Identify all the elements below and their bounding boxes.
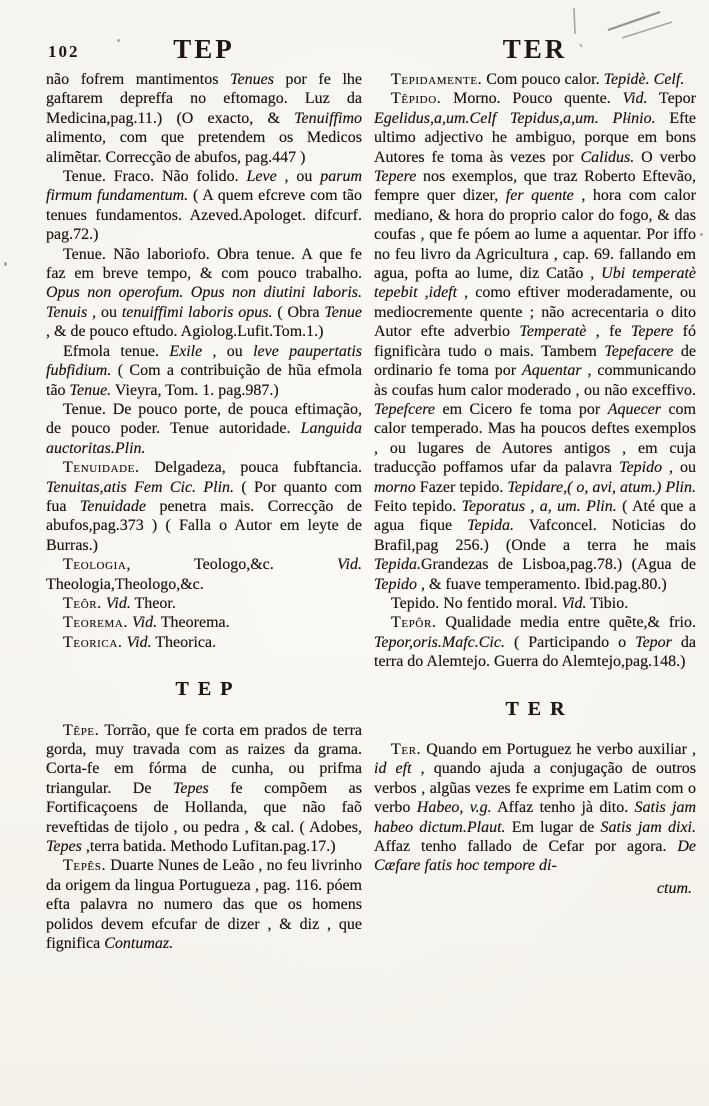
text-run: Vid. xyxy=(561,594,587,612)
text-run: De Cæfare fatis hoc tempore di- xyxy=(374,838,696,875)
text-run: ,terra batida. Methodo Lufitan.pag.17.) xyxy=(81,838,336,856)
entry-paragraph xyxy=(374,594,696,613)
text-run: , communicando às coufas hum calor moderado , ou não exceffivo. xyxy=(374,362,696,399)
text-run: Tenues xyxy=(230,71,274,88)
entry-paragraph xyxy=(46,721,362,857)
text-run: fe compõem as Fortificaçoens de Hollanda, que não faõ reveftidas de tijolo , ou pedra , & cal. ( Adobes, xyxy=(46,779,362,836)
running-title-left: TEP xyxy=(173,34,235,64)
text-run: Aquentar xyxy=(522,362,582,380)
text-run: fó fignificàra tudo o mais. Tambem xyxy=(374,323,696,360)
text-run: Exile xyxy=(169,342,203,360)
text-run: ( Por quanto com fua xyxy=(46,478,362,515)
entry-paragraph xyxy=(374,89,696,594)
text-run: , hora com calor mediano, & hora do proprio calor do fogo, & das coufas , que fe póem ao lume a aquentar. Por iffo no feu livro da Agricultura , cap. 69. fallando em agua, pofta ao lume, diz Catão , xyxy=(374,187,696,283)
text-run: Tepido. No fentido moral. xyxy=(391,594,562,612)
text-run: Tenuitas,atis Fem Cic. Plin. xyxy=(46,478,235,496)
text-run: id eft xyxy=(374,760,412,778)
text-run: Tepes xyxy=(46,838,82,856)
text-run: Quando em Portuguez he verbo auxiliar , xyxy=(421,741,696,758)
text-run: , ou xyxy=(662,459,696,477)
text-run: Tepes xyxy=(172,779,209,797)
entry-paragraph xyxy=(46,633,362,652)
text-run: Teologia, xyxy=(63,556,132,574)
text-run: Têpe. xyxy=(63,721,100,739)
text-run: Tenuiffimo xyxy=(294,109,362,127)
paper-speck xyxy=(4,262,7,266)
text-run: Teporatus , a, um. Plin. xyxy=(461,497,617,515)
text-run: morno xyxy=(374,478,416,496)
text-run: Tepidamente. xyxy=(391,71,483,88)
text-run: Morno. Pouco quente. xyxy=(441,90,623,108)
text-run: Tenuidade. xyxy=(63,459,140,477)
text-run: Satis jam habeo dictum.Plaut. xyxy=(374,799,696,836)
text-run: Theologia,Theologo,&c. xyxy=(46,575,204,593)
text-run: ( A quem efcreve com tão tenues fundamentos. Azeved.Apologet. difcurf. pag.72.) xyxy=(46,187,362,244)
text-run: Calidus. xyxy=(580,148,635,166)
text-run: tenuiffimi laboris opus. xyxy=(121,303,273,321)
text-run: Opus non operofum. Opus non diutini laboris. Tenuis xyxy=(46,284,362,321)
text-run: Contumaz. xyxy=(104,935,174,953)
text-run: Vid. xyxy=(126,633,152,651)
text-run: Teôr. xyxy=(63,594,102,612)
entry-paragraph xyxy=(46,856,362,953)
text-run: ( Com a contribuição de hũa efmola tão xyxy=(46,362,362,399)
text-run: Theorica. xyxy=(151,633,217,651)
entry-paragraph xyxy=(46,400,362,458)
text-run: Languida auctoritas.Plin. xyxy=(46,420,362,457)
entry-paragraph xyxy=(374,70,696,89)
text-run: Com pouco calor. xyxy=(482,71,604,88)
text-run: Theorema. xyxy=(157,614,230,632)
entry-paragraph xyxy=(46,555,362,594)
text-run: , & fuave temperamento. Ibid.pag.80.) xyxy=(416,575,667,593)
text-run: Tepor xyxy=(647,90,696,108)
right-column xyxy=(374,70,696,1090)
text-run: com calor temperado. Mas ha poucos deftes exemplos , ou lugares de Autores antigos , em cuja traducção poffamos ufar da palavra xyxy=(374,400,696,477)
text-run: Delgadeza, pouca fubftancia. xyxy=(139,459,362,477)
text-run: Ubi temperatè tepebit ,ideft xyxy=(374,265,696,302)
text-run: Teologo,&c. xyxy=(131,556,337,574)
text-run: Leve xyxy=(246,168,277,186)
text-run: Tepidè. Celf. xyxy=(603,71,685,88)
text-run: fer quente xyxy=(505,187,574,205)
text-run: por fe lhe gaftarem depreffa no eftomago. Luz da Medicina,pag.11.) (O exacto, & xyxy=(46,71,362,127)
text-run: Tenue. Fraco. Não folido. xyxy=(63,168,247,186)
text-run: , ou xyxy=(202,342,254,360)
text-run: Satis jam dixi. xyxy=(600,818,696,836)
text-run: Tenue. xyxy=(69,381,112,399)
text-run: Tepido xyxy=(619,459,663,477)
text-run: Feito tepido. xyxy=(374,497,462,515)
text-run: Vieyra, Tom. 1. pag.987.) xyxy=(111,381,279,399)
entry-paragraph xyxy=(46,70,362,167)
entry-paragraph xyxy=(46,594,362,613)
left-column xyxy=(46,70,362,1090)
section-heading xyxy=(383,697,696,720)
text-run: em Cicero fe toma por xyxy=(435,400,608,418)
text-run: da terra do Alemtejo. Guerra do Alemtejo,pag.148.) xyxy=(374,633,696,671)
text-run: Ter. xyxy=(391,741,422,758)
text-run: alimento, com que pretendem os Medicos alimẽtar. Correcção de abufos, pag.447 ) xyxy=(46,129,362,166)
text-run: , & de pouco eftudo. Agiolog.Lufit.Tom.1.) xyxy=(46,323,324,341)
text-run: Tepido xyxy=(374,575,417,593)
text-run: Aquecer xyxy=(607,400,661,418)
text-run: Tepor,oris.Mafc.Cic. xyxy=(374,633,505,651)
text-run: Tenuidade xyxy=(79,497,146,515)
text-run: leve paupertatis fubfidium. xyxy=(46,342,362,380)
text-run: TEP xyxy=(175,678,242,701)
text-run: nos exemplos, que traz Roberto Eftevão, fempre quer dizer, xyxy=(374,168,696,205)
catchword xyxy=(374,879,692,898)
text-run: Efmola tenue. xyxy=(63,342,170,360)
text-run: TER xyxy=(505,697,574,720)
text-run: , quando ajuda a conjugação de outros verbos , algũas vezes fe exprime em Latim com o verbo xyxy=(374,760,696,817)
text-run: Tepere xyxy=(374,168,417,186)
page-number: 102 xyxy=(48,42,80,61)
text-run: Tepês. xyxy=(63,857,107,875)
text-run: Fazer tepido. xyxy=(415,478,508,496)
text-run: Vid. xyxy=(622,90,648,108)
text-run: , como eftiver moderadamente, ou mediocremente quente ; não acrecentaria o dito Autor efte adverbio xyxy=(374,284,696,341)
text-run: Grandezas de Lisboa,pag.78.) (Agua de xyxy=(420,556,696,574)
text-run: Em lugar de xyxy=(505,818,601,836)
running-header xyxy=(0,34,709,68)
text-run: Egelidus,a,um.Celf Tepidus,a,um. Plinio. xyxy=(374,109,656,127)
entry-paragraph xyxy=(46,613,362,632)
text-run: Tepida. xyxy=(467,517,515,535)
text-run: Efte ultimo adjectivo he ambiguo, porque em bons Autores fe toma às vezes por xyxy=(374,109,696,166)
text-run: Torrão, que fe corta em prados de terra gorda, muy travada com as raizes da grama. Corta-fe em fórma de cunha, ou prifma triangular. De xyxy=(46,721,362,797)
text-run: ctum. xyxy=(656,879,692,897)
text-run: Temperatè xyxy=(519,323,587,341)
text-run: Têpido. xyxy=(391,90,442,108)
entry-paragraph xyxy=(374,740,696,876)
text-run: Affaz tenho fallado de Cefar por agora. xyxy=(374,838,678,856)
text-run: Tepefcere xyxy=(374,400,436,418)
text-run: Tenue. De pouco porte, de pouca eftimação, de pouco poder. Tenue autoridade. xyxy=(46,400,362,438)
entry-paragraph xyxy=(46,458,362,555)
text-run: Affaz tenho jà dito. xyxy=(491,799,635,817)
text-run: Tepôr. xyxy=(391,614,437,632)
text-run: Theor. xyxy=(130,594,176,612)
text-run: Vid. xyxy=(336,556,362,574)
section-heading xyxy=(55,680,362,699)
running-title-right: TER xyxy=(502,34,568,64)
text-run: Tepidare,( o, avi, atum.) Plin. xyxy=(507,478,696,496)
entry-paragraph xyxy=(374,613,696,671)
text-run: Habeo, v.g. xyxy=(416,799,492,817)
text-run: de ordinario fe toma por xyxy=(374,342,696,380)
text-run: , ou xyxy=(87,303,122,321)
entry-paragraph xyxy=(46,342,362,400)
text-run: Qualidade media entre quẽte,& frio. xyxy=(436,614,696,632)
text-run: Teorema. xyxy=(63,614,129,632)
text-run: ( Obra xyxy=(272,303,325,321)
entry-paragraph xyxy=(46,167,362,245)
text-run: ( Participando o xyxy=(504,633,636,651)
text-run: não fofrem mantimentos xyxy=(46,71,231,88)
entry-paragraph xyxy=(46,245,362,342)
text-run: Tenue. Não laboriofo. Obra tenue. A que fe faz em breve tempo, & com pouco trabalho. xyxy=(46,245,362,283)
text-run: Duarte Nunes de Leão , no feu livrinho da origem da lingua Portugueza , pag. 116. póem efta palavra no numero das que os homens polidos devem efcufar de dizer , & diz , que fignifica xyxy=(46,857,362,953)
text-run: , fe xyxy=(586,323,631,341)
text-run: Vid. xyxy=(132,614,158,632)
text-run: Vafconcel. Noticias do Brafil,pag 256.) (Onde a terra he mais xyxy=(374,517,696,554)
text-run: penetra mais. Correcção de abufos,pag.373 ) ( Falla o Autor em leyte de Burras.) xyxy=(46,497,362,554)
paper-speck xyxy=(700,233,703,236)
text-run: Tibio. xyxy=(586,594,629,612)
text-run: Teorica. xyxy=(63,633,123,651)
text-run: ( Até que a agua fique xyxy=(374,497,696,535)
text-run: Vid. xyxy=(105,594,131,612)
text-run: Tepida. xyxy=(374,556,421,574)
text-run: , ou xyxy=(276,168,321,186)
text-run: Tepor xyxy=(635,633,672,651)
text-run: Tepefacere xyxy=(604,342,674,360)
text-run: Tenue xyxy=(324,303,362,321)
text-run: Tepere xyxy=(630,323,674,341)
text-run: parum firmum fundamentum. xyxy=(46,168,362,205)
text-run: O verbo xyxy=(634,148,696,166)
